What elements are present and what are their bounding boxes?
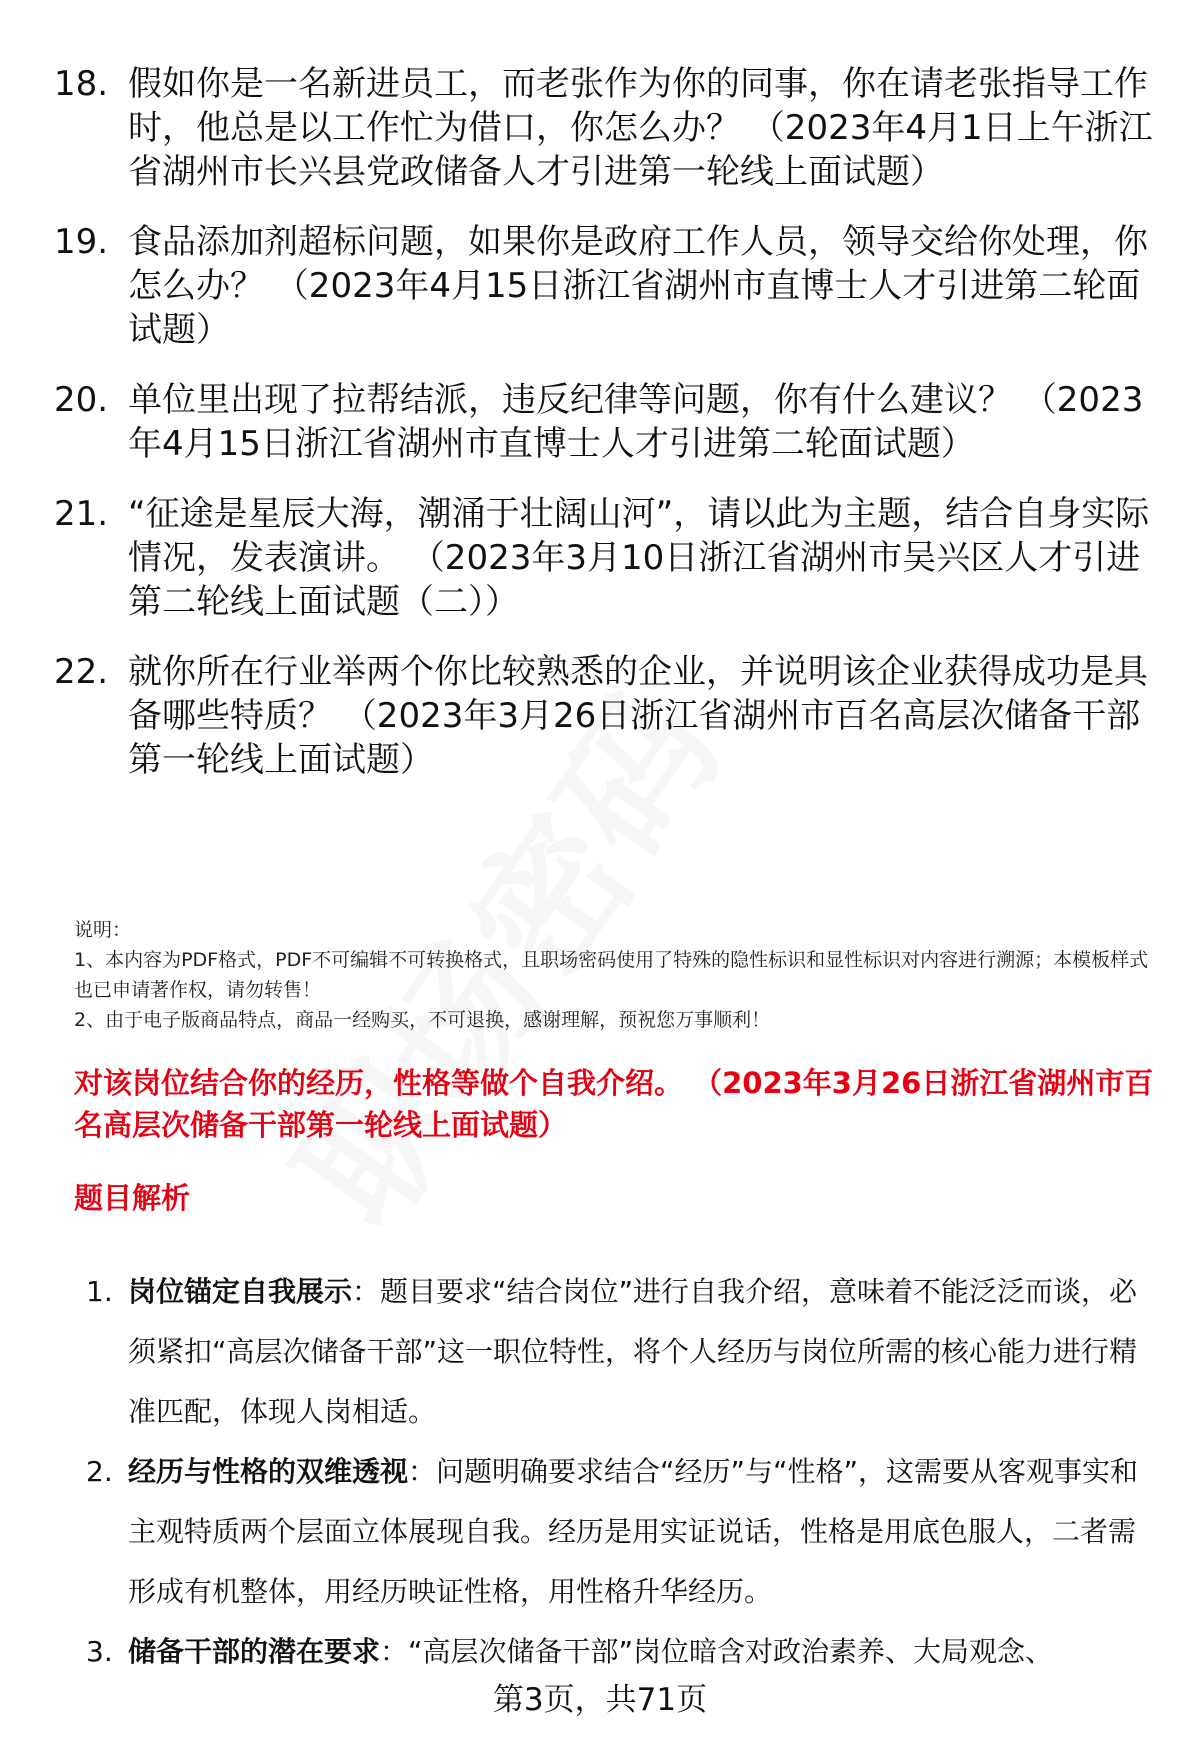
question-text: 就你所在行业举两个你比较熟悉的企业，并说明该企业获得成功是具备哪些特质？ （2023年3月26日浙江省湖州市百名高层次储备干部第一轮线上面试题） xyxy=(128,652,1148,780)
question-text: “征途是星辰大海，潮涌于壮阔山河”，请以此为主题，结合自身实际情况，发表演讲。 （2023年3月10日浙江省湖州市吴兴区人才引进第二轮线上面试题（二）） xyxy=(128,494,1150,622)
question-item xyxy=(0,220,1200,352)
point-number: 1. xyxy=(86,1275,113,1308)
page-footer: 第3页，共71页 xyxy=(492,1682,708,1718)
question-number: 20. xyxy=(54,380,109,420)
featured-question: 对该岗位结合你的经历，性格等做个自我介绍。 （2023年3月26日浙江省湖州市百名高层次储备干部第一轮线上面试题） xyxy=(74,1066,1154,1142)
analysis-points xyxy=(0,1262,1200,1682)
question-item xyxy=(0,650,1200,782)
point-heading: 经历与性格的双维透视 xyxy=(128,1455,409,1488)
question-item xyxy=(0,378,1200,466)
question-number: 18. xyxy=(54,64,109,104)
notes-title: 说明： xyxy=(74,919,132,941)
point-number: 3. xyxy=(86,1635,113,1668)
point-body: ：题目要求“结合岗位”进行自我介绍，意味着不能泛泛而谈，必须紧扣“高层次储备干部”这一职位特性，将个人经历与岗位所需的核心能力进行精准匹配，体现人岗相适。 xyxy=(128,1275,1138,1428)
question-number: 21. xyxy=(54,494,109,534)
notes-line-2: 2、由于电子版商品特点，商品一经购买，不可退换，感谢理解，预祝您万事顺利！ xyxy=(74,1009,771,1031)
analysis-point xyxy=(0,1442,1200,1622)
question-number: 22. xyxy=(54,652,109,692)
point-text xyxy=(128,1442,1158,1622)
analysis-heading: 题目解析 xyxy=(74,1181,191,1215)
notes-line-1: 1、本内容为PDF格式，PDF不可编辑不可转换格式，且职场密码使用了特殊的隐性标识和显性标识对内容进行溯源；本模板样式也已申请著作权，请勿转售！ xyxy=(74,949,1149,1001)
point-heading: 储备干部的潜在要求 xyxy=(128,1635,381,1668)
question-item xyxy=(0,62,1200,194)
question-text: 食品添加剂超标问题，如果你是政府工作人员，领导交给你处理，你怎么办？ （2023年4月15日浙江省湖州市直博士人才引进第二轮面试题） xyxy=(128,222,1148,350)
question-list xyxy=(0,62,1200,808)
point-text xyxy=(128,1622,1158,1682)
notes-block xyxy=(74,915,1164,1035)
analysis-point xyxy=(0,1262,1200,1442)
question-item xyxy=(0,492,1200,624)
analysis-point xyxy=(0,1622,1200,1682)
point-body: ：问题明确要求结合“经历”与“性格”，这需要从客观事实和主观特质两个层面立体展现自我。经历是用实证说话，性格是用底色服人，二者需形成有机整体，用经历映证性格，用性格升华经历。 xyxy=(128,1455,1139,1608)
question-text: 单位里出现了拉帮结派，违反纪律等问题，你有什么建议？ （2023年4月15日浙江省湖州市直博士人才引进第二轮面试题） xyxy=(128,380,1144,464)
point-body: ：“高层次储备干部”岗位暗含对政治素养、大局观念、 xyxy=(380,1635,1054,1668)
point-text xyxy=(128,1262,1158,1442)
question-text: 假如你是一名新进员工，而老张作为你的同事，你在请老张指导工作时，他总是以工作忙为借口，你怎么办？ （2023年4月1日上午浙江省湖州市长兴县党政储备人才引进第一轮线上面试题） xyxy=(128,64,1153,192)
question-number: 19. xyxy=(54,222,109,262)
point-heading: 岗位锚定自我展示 xyxy=(128,1275,353,1308)
point-number: 2. xyxy=(86,1455,113,1488)
